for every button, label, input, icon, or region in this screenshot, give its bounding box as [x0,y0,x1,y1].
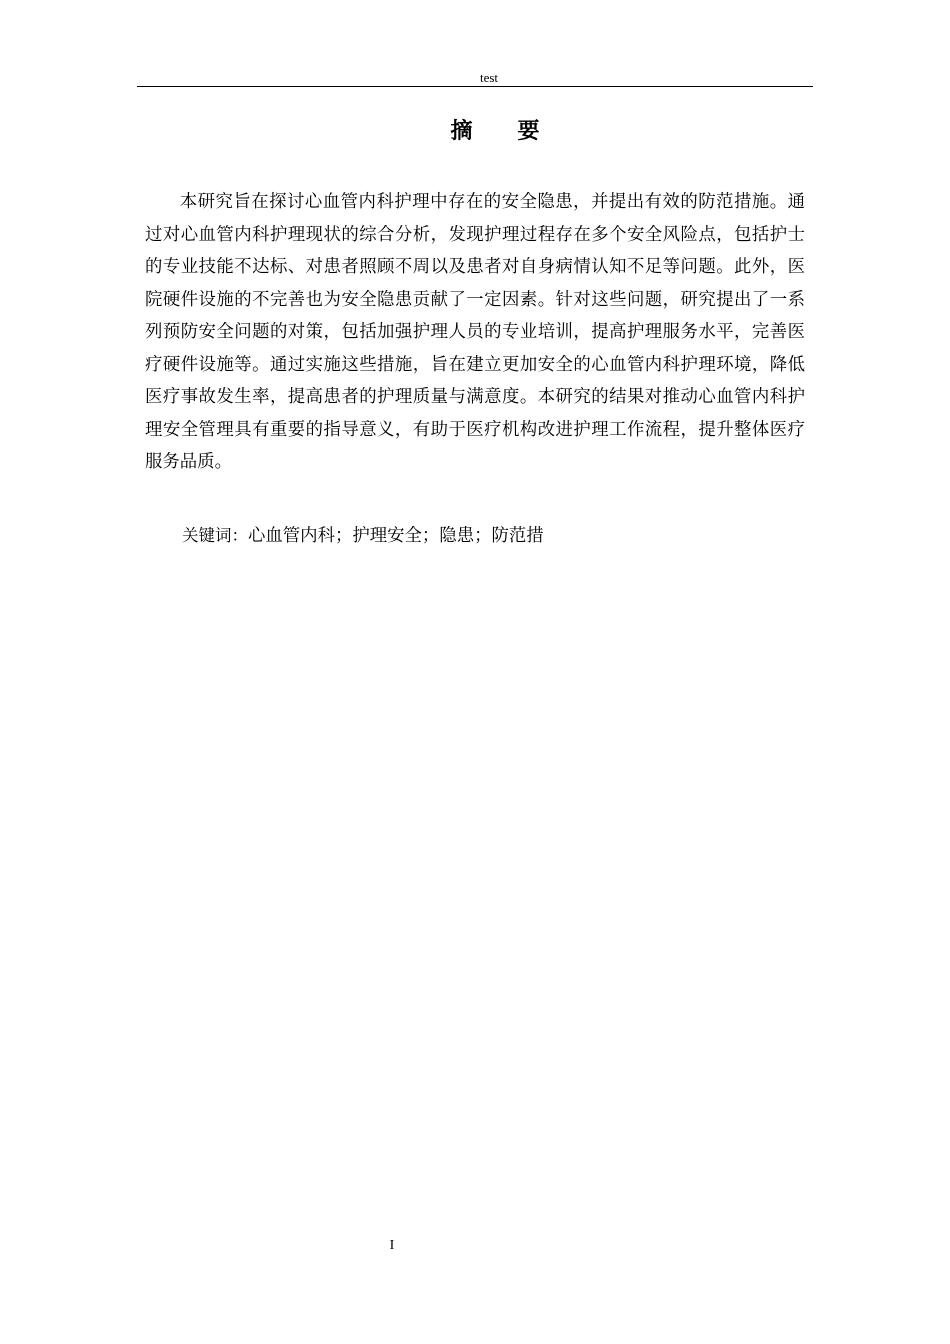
abstract-title-char-2: 要 [517,119,540,144]
running-header: test [479,70,499,85]
abstract-paragraph: 本研究旨在探讨心血管内科护理中存在的安全隐患，并提出有效的防范措施。通过对心血管内科护理现状的综合分析，发现护理过程存在多个安全风险点，包括护士的专业技能不达标、对患者照顾不周以及患者对自身病情认知不足等问题。此外，医院硬件设施的不完善也为安全隐患贡献了一定因素。针对这些问题，研究提出了一系列预防安全问题的对策，包括加强护理人员的专业培训，提高护理服务水平，完善医疗硬件设施等。通过实施这些措施，旨在建立更加安全的心血管内科护理环境，降低医疗事故发生率，提高患者的护理质量与满意度。本研究的结果对推动心血管内科护理安全管理具有重要的指导意义，有助于医疗机构改进护理工作流程，提升整体医疗服务品质。 [145,192,805,472]
abstract-title [0,114,950,145]
keywords-label: 关键词： [182,526,248,545]
header-divider [137,86,813,87]
abstract-title-char-1: 摘 [450,119,473,144]
page-number: I [389,1238,395,1253]
keywords-value: 心血管内科；护理安全；隐患；防范措 [248,526,544,546]
keywords-line [182,522,802,550]
